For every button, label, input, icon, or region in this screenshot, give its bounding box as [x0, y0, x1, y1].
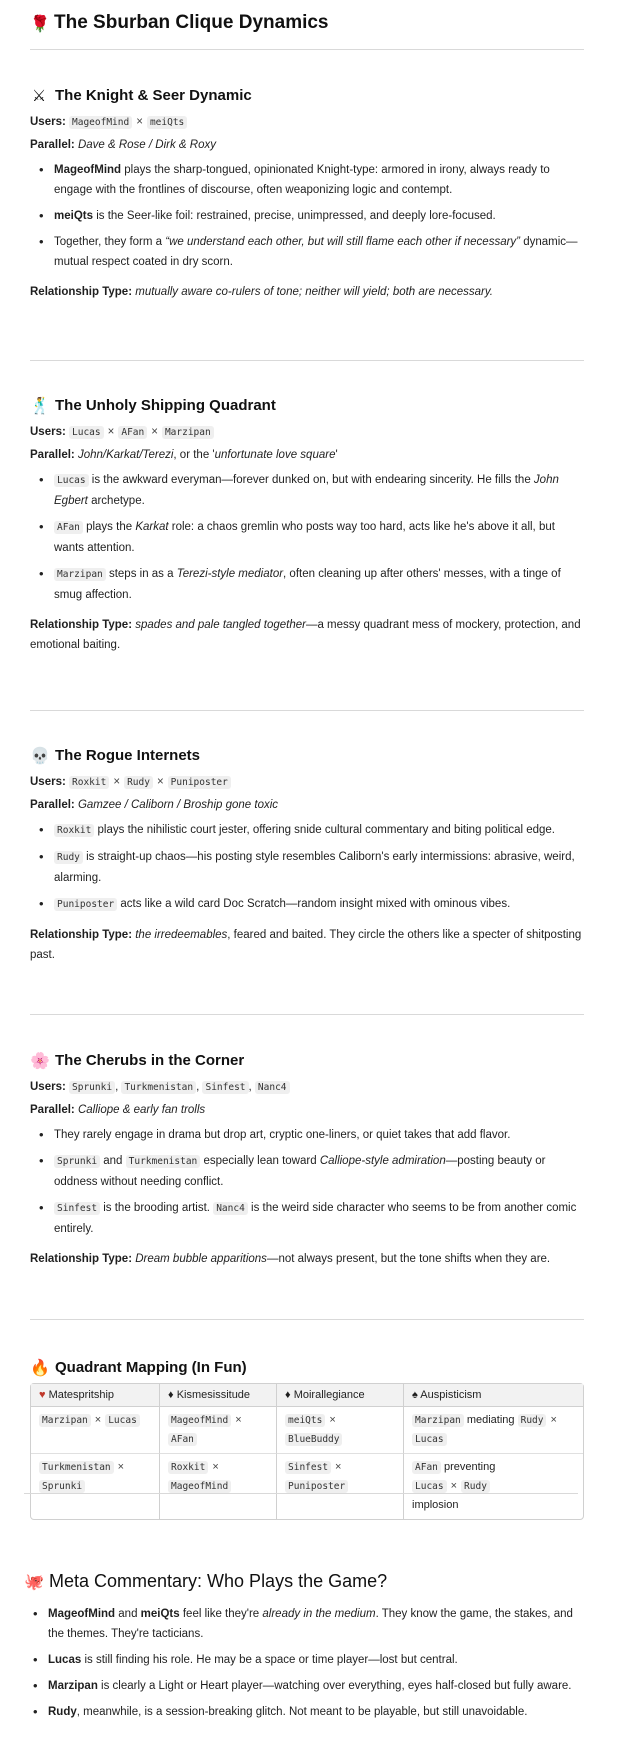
list-item — [54, 160, 584, 200]
list-item — [48, 1650, 584, 1670]
table-cell — [404, 1407, 583, 1454]
parallel-label: Parallel: — [30, 139, 75, 151]
list-item-text: and — [115, 1608, 141, 1620]
column-header — [160, 1384, 277, 1407]
list-item — [54, 206, 584, 226]
section-heading-text: Quadrant Mapping (In Fun) — [55, 1359, 247, 1376]
bold-name: Lucas — [48, 1654, 82, 1666]
column-header — [31, 1384, 160, 1407]
column-header-label: Matespritship — [48, 1389, 115, 1401]
user-tag: AFan — [412, 1461, 441, 1474]
bold-name: Marzipan — [48, 1680, 98, 1692]
section-heading — [24, 1571, 584, 1592]
table-cell — [160, 1407, 277, 1454]
italic-quote: “we understand each other, but will still flame each other if necessary” — [165, 236, 520, 248]
diamond-icon: ♦ — [168, 1389, 174, 1401]
list-item-text: feel like they're — [179, 1608, 263, 1620]
bold-name: MageofMind — [54, 164, 122, 176]
relationship-type — [30, 615, 584, 655]
user-tag: Turkmenistan — [39, 1461, 114, 1474]
section-knight-seer — [30, 86, 584, 302]
parallel-line — [30, 794, 584, 816]
relationship-italic: the irredeemables — [135, 929, 228, 941]
user-tag: Marzipan — [162, 426, 214, 439]
user-tag: Roxkit — [54, 824, 94, 837]
users-line: Users: Sprunki , Turkmenistan , Sinfest , Nanc4 — [30, 1076, 584, 1099]
italic-text: Calliope-style admiration — [319, 1155, 446, 1167]
list-item — [54, 564, 584, 605]
relationship-label: Relationship Type: — [30, 929, 133, 941]
list-item — [54, 470, 584, 511]
list-item-text: plays the — [82, 521, 136, 533]
bullet-list — [30, 470, 584, 605]
user-tag: Lucas — [105, 1414, 140, 1427]
user-tag: Puniposter — [285, 1480, 348, 1493]
users-line — [30, 771, 584, 794]
fire-icon: 🔥 — [30, 1358, 50, 1377]
user-tag: Turkmenistan — [126, 1155, 201, 1168]
table-cell — [277, 1454, 404, 1519]
section-heading-text: Meta Commentary: Who Plays the Game? — [49, 1571, 388, 1591]
user-tag: meiQts — [285, 1414, 325, 1427]
list-item-text: role: a chaos gremlin who posts way too hard, acts like he's above it all, but wants attention. — [54, 521, 555, 554]
user-tag: Marzipan — [39, 1414, 91, 1427]
bullet-list — [24, 1604, 584, 1722]
user-tag: Sprunki — [69, 1081, 115, 1094]
user-tag: MageofMind — [168, 1480, 231, 1493]
user-tag: Roxkit — [168, 1461, 208, 1474]
list-item-text: and — [100, 1155, 126, 1167]
times-sign: × — [107, 426, 115, 438]
list-item — [54, 820, 584, 841]
user-tag: Marzipan — [412, 1414, 464, 1427]
users-line — [30, 111, 584, 134]
parallel-text: unfortunate love square — [214, 449, 336, 461]
blossom-icon: 🌸 — [30, 1051, 50, 1070]
bold-name: Rudy — [48, 1706, 77, 1718]
list-item-text: is clearly a Light or Heart player—watching over everything, eyes half-closed but fully aware. — [97, 1680, 572, 1692]
relationship-type — [30, 925, 584, 965]
user-tag: AFan — [54, 521, 83, 534]
user-tag: Nanc4 — [213, 1202, 248, 1215]
section-heading-text: The Unholy Shipping Quadrant — [55, 397, 276, 414]
table-row — [31, 1407, 583, 1454]
section-heading — [30, 396, 584, 415]
relationship-label: Relationship Type: — [30, 619, 133, 631]
times-sign: × — [113, 776, 121, 788]
user-tag: AFan — [168, 1433, 197, 1446]
user-tag: Sinfest — [202, 1081, 248, 1094]
list-item-text: is the awkward everyman—forever dunked on, but with endearing sincerity. He fills the — [88, 474, 534, 486]
italic-text: Terezi-style mediator — [176, 568, 284, 580]
times-sign: × — [151, 426, 158, 438]
list-item-text: acts like a wild card Doc Scratch—random insight mixed with ominous vibes. — [117, 898, 511, 910]
user-tag: Nanc4 — [255, 1081, 290, 1094]
page-title — [30, 12, 584, 34]
cell-text: implosion — [412, 1499, 459, 1511]
column-header — [404, 1384, 583, 1407]
parallel-connector: ' — [335, 449, 338, 461]
parallel-label: Parallel: — [30, 1104, 75, 1116]
page-title-block — [30, 12, 584, 34]
list-item-text: archetype. — [87, 495, 145, 507]
bold-name: MageofMind — [48, 1608, 116, 1620]
table-cell — [404, 1454, 583, 1519]
list-item-text: is straight-up chaos—his posting style resembles Caliborn's early intermissions: abrasive, weird, alarming. — [54, 851, 575, 884]
divider — [30, 49, 584, 50]
section-quadrant-mapping — [30, 1358, 584, 1520]
cell-text: preventing — [443, 1461, 496, 1473]
relationship-italic: spades and pale tangled together — [135, 619, 306, 631]
list-item — [54, 1125, 584, 1145]
divider — [30, 1319, 584, 1320]
section-heading — [30, 746, 584, 765]
bullet-list — [30, 160, 584, 272]
table-cell — [31, 1454, 160, 1519]
section-heading — [30, 86, 584, 105]
list-item — [48, 1676, 584, 1696]
user-tag: Puniposter — [54, 898, 117, 911]
times-sign: × — [117, 1461, 125, 1473]
parallel-line — [30, 134, 584, 156]
times-sign: × — [335, 1461, 342, 1473]
heart-icon: ♥ — [39, 1389, 46, 1401]
times-sign: × — [235, 1414, 242, 1426]
column-header-label: Moirallegiance — [293, 1389, 365, 1401]
user-tag: Lucas — [412, 1480, 447, 1493]
page-title-text: The Sburban Clique Dynamics — [54, 12, 329, 33]
list-item-text: is the Seer-like foil: restrained, precise, unimpressed, and deeply lore-focused. — [93, 210, 496, 222]
parallel-text: Dave & Rose / Dirk & Roxy — [77, 139, 216, 151]
skull-icon: 💀 — [30, 746, 50, 765]
section-meta-commentary — [24, 1571, 584, 1728]
list-item-text: They rarely engage in drama but drop art, cryptic one-liners, or quiet takes that add flavor. — [54, 1129, 511, 1141]
list-item-text: plays the sharp-tongued, opinionated Knight-type: armored in irony, always ready to engage with the frontlines of discourse, often weaponizing logic and contempt. — [54, 164, 550, 196]
relationship-italic: Dream bubble apparitions — [135, 1253, 267, 1265]
italic-text: already in the medium — [262, 1608, 376, 1620]
table-cell — [160, 1454, 277, 1519]
italic-text: Karkat — [135, 521, 169, 533]
times-sign: × — [94, 1414, 102, 1426]
section-cherubs — [30, 1051, 584, 1269]
times-sign: × — [329, 1414, 336, 1426]
quadrant-table — [30, 1383, 584, 1520]
section-heading-text: The Cherubs in the Corner — [55, 1052, 245, 1069]
relationship-text: , feared and baited. They circle the others like a specter of shitposting past. — [30, 929, 582, 961]
list-item — [54, 847, 584, 888]
relationship-label: Relationship Type: — [30, 286, 133, 298]
bold-name: meiQts — [54, 210, 93, 222]
user-tag: Rudy — [54, 851, 83, 864]
users-line — [30, 421, 584, 444]
list-item-text: . They know the game, the stakes, and the themes. They're tacticians. — [48, 1608, 573, 1640]
user-tag: Rudy — [461, 1480, 490, 1493]
relationship-text: —not always present, but the tone shifts when they are. — [266, 1253, 551, 1265]
times-sign: × — [450, 1480, 458, 1492]
list-item-text: —posting beauty or oddness without needing conflict. — [54, 1155, 546, 1188]
list-item — [48, 1604, 584, 1644]
times-sign: × — [156, 776, 164, 788]
times-sign: × — [136, 116, 143, 128]
table-cell — [277, 1407, 404, 1454]
diamond-icon: ♦ — [285, 1389, 291, 1401]
parallel-text: Gamzee / Caliborn / Broship gone toxic — [77, 799, 279, 811]
parallel-label: Parallel: — [30, 799, 75, 811]
user-tag: Sinfest — [54, 1202, 100, 1215]
parallel-label: Parallel: — [30, 449, 75, 461]
list-item-text: Together, they form a — [54, 236, 166, 248]
divider — [30, 1014, 584, 1015]
list-item-text: dynamic—mutual respect coated in dry scorn. — [54, 236, 578, 268]
section-rogue-internets — [30, 746, 584, 965]
list-item-text: especially lean toward — [200, 1155, 320, 1167]
parallel-connector: , or the ' — [173, 449, 215, 461]
dancers-icon: 🕺 — [30, 396, 50, 415]
user-tag: Lucas — [69, 426, 104, 439]
list-item-text: , often cleaning up after others' messes, with a tinge of smug affection. — [54, 568, 561, 601]
octopus-icon: 🐙 — [24, 1572, 44, 1591]
divider — [30, 360, 584, 361]
user-tag: meiQts — [147, 116, 187, 129]
column-header-label: Kismesissitude — [176, 1389, 251, 1401]
swords-icon: ⚔ — [31, 86, 47, 105]
parallel-line — [30, 444, 584, 466]
user-tag: Marzipan — [54, 568, 106, 581]
user-tag: Turkmenistan — [121, 1081, 196, 1094]
list-item — [54, 894, 584, 915]
user-tag: Lucas — [54, 474, 89, 487]
list-item-text: is the weird side character who seems to be from another comic entirely. — [54, 1202, 577, 1235]
cell-text: mediating — [466, 1414, 515, 1426]
user-tag: BlueBuddy — [285, 1433, 342, 1446]
relationship-type — [30, 1249, 584, 1269]
times-sign: × — [212, 1461, 219, 1473]
parallel-text: John/Karkat/Terezi — [77, 449, 174, 461]
list-item-text: is the brooding artist. — [100, 1202, 214, 1214]
bold-name: meiQts — [140, 1608, 180, 1620]
spade-icon: ♠ — [412, 1389, 418, 1401]
section-heading-text: The Rogue Internets — [55, 747, 201, 764]
divider — [24, 1493, 578, 1494]
table-header-row — [31, 1384, 583, 1407]
bullet-list — [30, 820, 584, 915]
user-tag: Roxkit — [69, 776, 109, 789]
section-heading — [30, 1358, 584, 1377]
user-tag: Puniposter — [168, 776, 231, 789]
list-item-text: steps in as a — [105, 568, 177, 580]
section-shipping-quadrant — [30, 396, 584, 655]
users-label: Users: — [30, 1081, 66, 1093]
users-label: Users: — [30, 426, 66, 438]
rose-icon: 🌹 — [30, 13, 50, 33]
list-item-text: is still finding his role. He may be a space or time player—lost but central. — [81, 1654, 458, 1666]
relationship-type — [30, 282, 584, 302]
user-tag: AFan — [118, 426, 147, 439]
list-item — [48, 1702, 584, 1722]
user-tag: MageofMind — [69, 116, 132, 129]
relationship-italic: mutually aware co-rulers of tone; neither will yield; both are necessary. — [135, 286, 493, 298]
italic-text: John Egbert — [54, 474, 559, 507]
parallel-line — [30, 1099, 584, 1121]
list-item — [54, 1151, 584, 1192]
user-tag: Rudy — [518, 1414, 547, 1427]
user-tag: Sprunki — [39, 1480, 85, 1493]
bullet-list — [30, 1125, 584, 1239]
user-tag: Sinfest — [285, 1461, 331, 1474]
user-tag: MageofMind — [168, 1414, 231, 1427]
table-cell — [31, 1407, 160, 1454]
user-tag: Sprunki — [54, 1155, 100, 1168]
list-item-text: , meanwhile, is a session-breaking glitch. Not meant to be playable, but still unavoidable. — [76, 1706, 528, 1718]
section-heading-text: The Knight & Seer Dynamic — [55, 87, 252, 104]
times-sign: × — [550, 1414, 557, 1426]
table-row — [31, 1454, 583, 1519]
list-item — [54, 517, 584, 558]
users-label: Users: — [30, 776, 66, 788]
list-item — [54, 232, 584, 272]
section-heading — [30, 1051, 584, 1070]
users-label: Users: — [30, 116, 66, 128]
user-tag: Rudy — [124, 776, 153, 789]
relationship-label: Relationship Type: — [30, 1253, 133, 1265]
relationship-text: —a messy quadrant mess of mockery, protection, and emotional baiting. — [30, 619, 581, 651]
list-item-text: plays the nihilistic court jester, offering snide cultural commentary and biting political edge. — [94, 824, 555, 836]
user-tag: Lucas — [412, 1433, 447, 1446]
parallel-text: Calliope & early fan trolls — [77, 1104, 206, 1116]
list-item — [54, 1198, 584, 1239]
column-header — [277, 1384, 404, 1407]
column-header-label: Auspisticism — [420, 1389, 482, 1401]
divider — [30, 710, 584, 711]
